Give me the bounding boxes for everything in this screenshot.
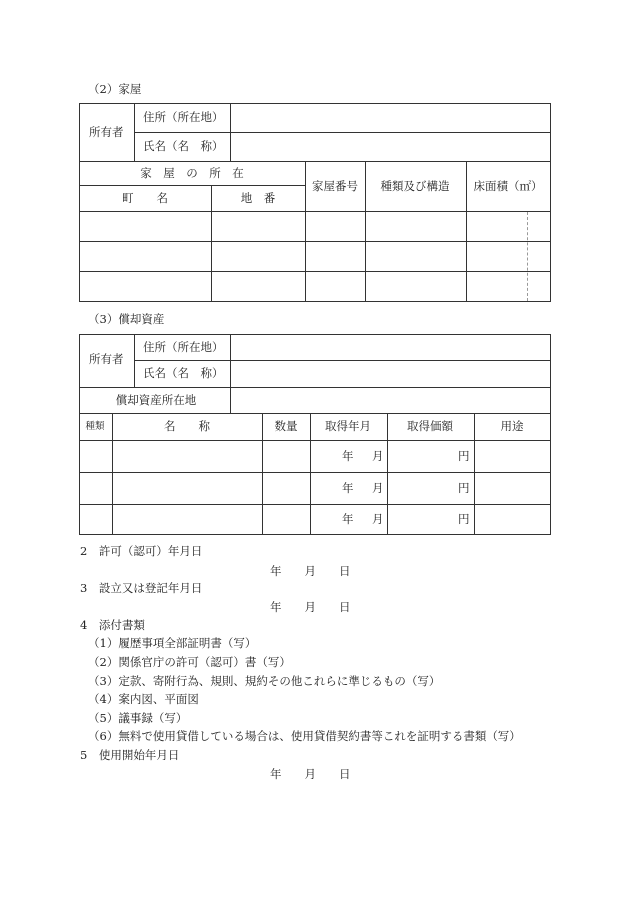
item5-date: 年 月 日 [270, 767, 351, 781]
attachment-6: （6）無料で使用貸借している場合は、使用貸借契約書等これを証明する書類（写） [88, 729, 521, 743]
col-acquisition-date: 取得年月 [325, 419, 371, 433]
col-kind: 種類 [85, 421, 105, 432]
col-acquisition-price: 取得価額 [407, 419, 453, 433]
house-name-label: 氏名（名 称） [143, 139, 224, 153]
item4-label: 4 添付書類 [80, 618, 145, 632]
house-structure-header: 種類及び構造 [380, 179, 450, 193]
col-use: 用途 [500, 419, 524, 433]
depreciable-address-label: 住所（所在地） [143, 340, 224, 354]
item2-label: 2 許可（認可）年月日 [80, 544, 203, 558]
col-quantity: 数量 [274, 419, 298, 433]
row2-yen: 円 [458, 481, 470, 495]
row1-month: 月 [372, 449, 384, 463]
house-floor-area-header: 床面積（㎡） [473, 179, 543, 193]
item3-label: 3 設立又は登記年月日 [80, 581, 203, 595]
depreciable-location-label: 償却資産所在地 [115, 393, 197, 407]
row2-year: 年 [342, 481, 354, 495]
attachment-5: （5）議事録（写） [88, 711, 188, 725]
attachment-2: （2）関係官庁の許可（認可）書（写） [88, 655, 291, 669]
attachment-1: （1）履歴事項全部証明書（写） [88, 636, 257, 650]
house-town-header: 町 名 [122, 191, 168, 205]
col-name: 名 称 [164, 419, 210, 433]
row1-yen: 円 [458, 449, 470, 463]
house-location-header: 家 屋 の 所 在 [140, 166, 244, 180]
row1-year: 年 [342, 449, 354, 463]
house-lot-header: 地 番 [240, 191, 276, 205]
house-owner-label: 所有者 [89, 125, 124, 139]
house-heading: （2）家屋 [88, 82, 142, 96]
row3-year: 年 [342, 512, 354, 526]
house-number-header: 家屋番号 [312, 179, 358, 193]
row3-yen: 円 [458, 512, 470, 526]
house-address-label: 住所（所在地） [143, 110, 224, 124]
item3-date: 年 月 日 [270, 600, 351, 614]
row3-month: 月 [372, 512, 384, 526]
item2-date: 年 月 日 [270, 564, 351, 578]
item5-label: 5 使用開始年月日 [80, 748, 180, 762]
depreciable-heading: （3）償却資産 [88, 312, 165, 326]
depreciable-name-label: 氏名（名 称） [143, 366, 224, 380]
depreciable-owner-label: 所有者 [89, 352, 124, 366]
attachment-3: （3）定款、寄附行為、規則、規約その他これらに準じるもの（写） [88, 674, 441, 688]
row2-month: 月 [372, 481, 384, 495]
attachment-4: （4）案内図、平面図 [88, 692, 199, 706]
